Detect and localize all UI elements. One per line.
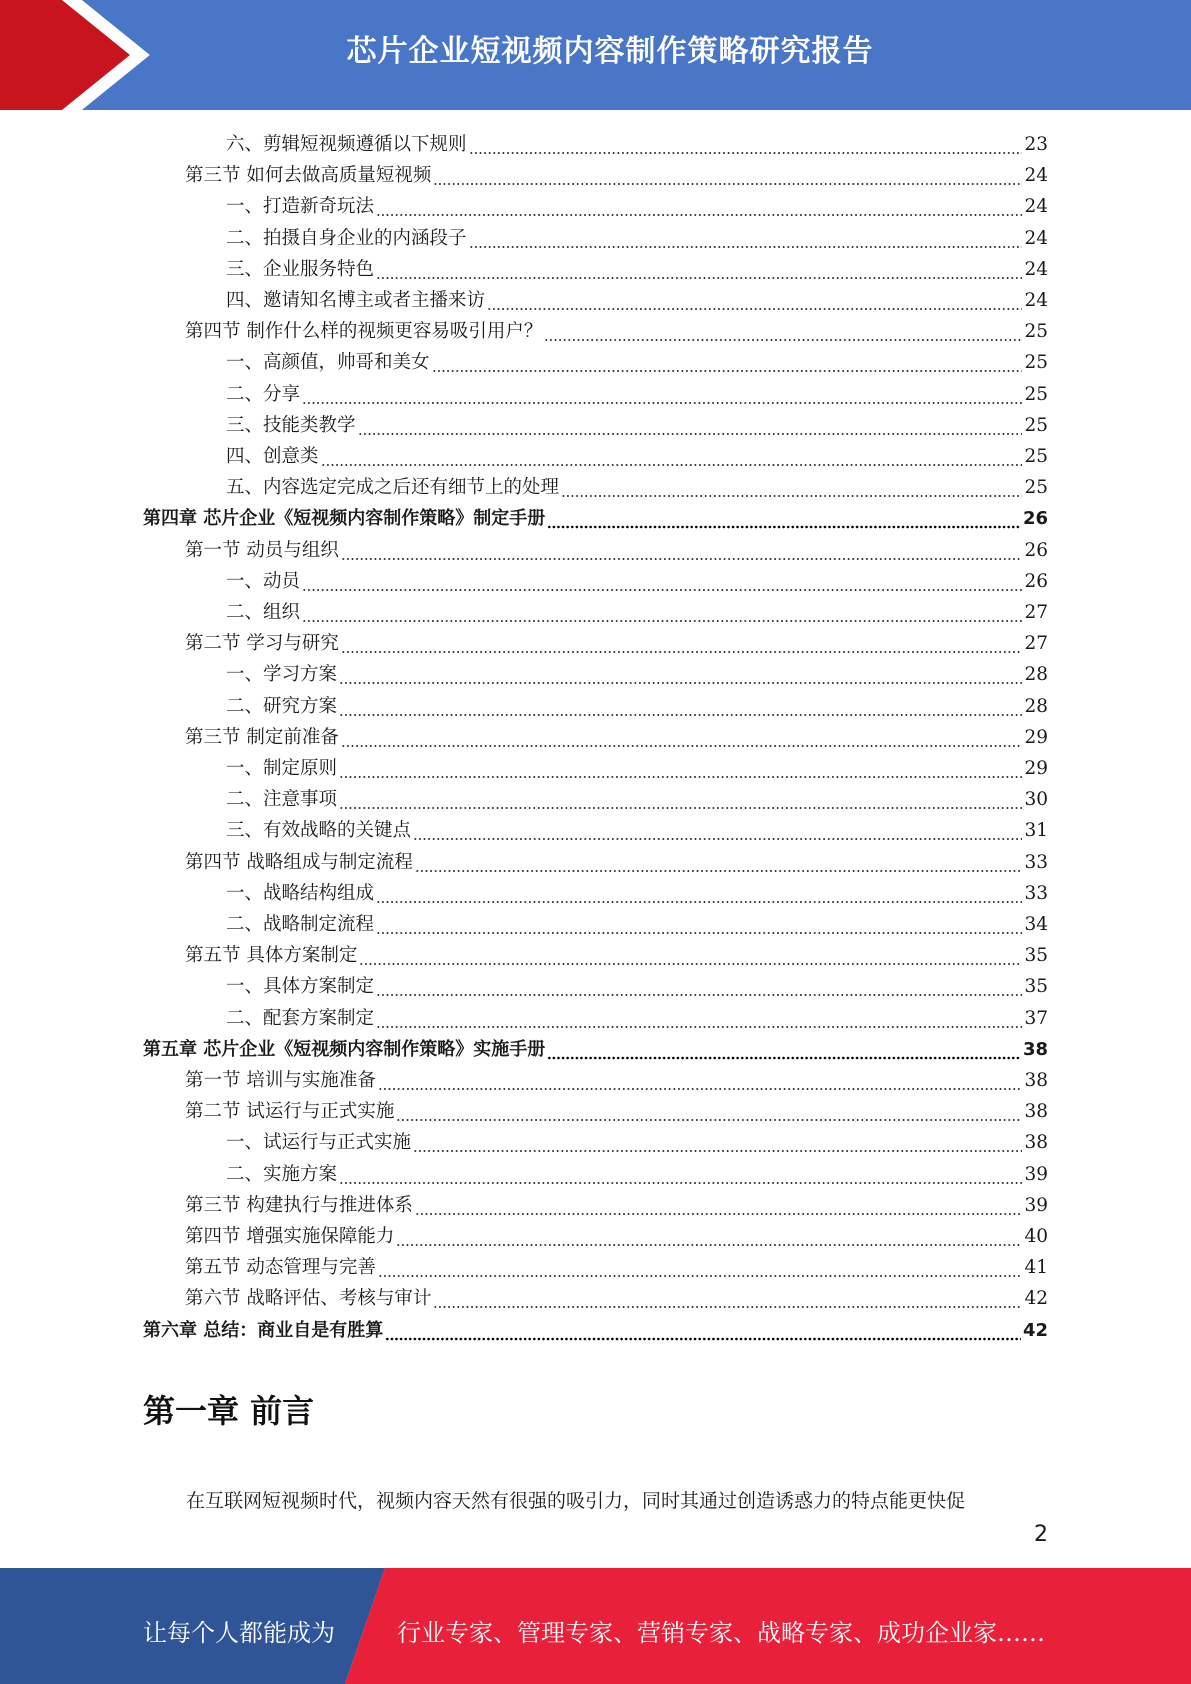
toc-entry-label: 二、组织 [226,602,301,623]
toc-entry-page: 24 [1024,227,1048,249]
toc-entry-label: 第五节 具体方案制定 [185,945,358,967]
toc-entry-label: 四、创意类 [226,446,319,467]
toc-entry-page: 41 [1024,1257,1048,1279]
toc-leader-dots [339,667,1022,687]
report-title: 芯片企业短视频内容制作策略研究报告 [346,34,874,69]
toc-leader-dots [469,137,1023,157]
toc-entry-page: 27 [1024,633,1048,655]
page-footer [0,1568,1191,1684]
toc-entry-label: 一、制定原则 [226,758,338,779]
toc-entry-page: 23 [1024,134,1048,155]
toc-leader-dots [376,917,1022,937]
toc-leader-dots [302,605,1022,625]
toc-leader-dots [385,1323,1021,1343]
toc-entry-label: 二、实施方案 [226,1163,338,1185]
toc-subsection-entry[interactable] [226,751,1048,781]
toc-entry-page: 25 [1024,383,1048,405]
toc-subsection-entry[interactable] [226,408,1048,438]
toc-entry-page: 42 [1022,1319,1048,1341]
toc-leader-dots [376,886,1022,906]
toc-entry-label: 第四章 芯片企业《短视频内容制作策略》制定手册 [143,508,546,530]
toc-entry-page: 31 [1024,820,1048,842]
toc-entry-page: 40 [1024,1226,1048,1247]
page-header [0,0,1191,110]
toc-leader-dots [376,1011,1022,1031]
toc-section-entry[interactable] [185,1219,1048,1249]
toc-entry-label: 四、邀请知名博主或者主播来访 [226,290,486,311]
toc-entry-label: 一、具体方案制定 [226,976,375,998]
toc-entry-label: 二、拍摄自身企业的内涵段子 [226,227,467,249]
toc-subsection-entry[interactable] [226,189,1048,219]
toc-entry-page: 24 [1024,196,1048,218]
toc-entry-page: 25 [1024,352,1048,374]
toc-entry-page: 38 [1024,1132,1048,1154]
toc-leader-dots [378,1260,1023,1280]
toc-subsection-entry[interactable] [226,439,1048,469]
toc-section-entry[interactable] [185,1250,1048,1280]
toc-section-entry[interactable] [185,845,1048,875]
toc-entry-label: 六、剪辑短视频遵循以下规则 [226,134,467,155]
footer-slogan-right: 行业专家、管理专家、营销专家、战略专家、成功企业家…… [397,1619,1045,1647]
toc-leader-dots [396,1104,1022,1124]
toc-entry-page: 28 [1024,695,1048,717]
toc-leader-dots [415,855,1023,875]
toc-subsection-entry[interactable] [226,377,1048,407]
toc-subsection-entry[interactable] [226,283,1048,313]
toc-entry-page: 34 [1024,914,1048,935]
toc-entry-page: 37 [1024,1007,1048,1029]
toc-leader-dots [376,199,1022,219]
toc-section-entry[interactable] [185,1063,1048,1093]
toc-subsection-entry[interactable] [226,969,1048,999]
toc-subsection-entry[interactable] [226,782,1048,812]
toc-leader-dots [487,293,1022,313]
toc-leader-dots [341,636,1023,656]
toc-section-entry[interactable] [185,1281,1048,1311]
toc-section-entry[interactable] [185,626,1048,656]
toc-entry-page: 27 [1024,602,1048,623]
toc-entry-label: 三、技能类教学 [226,414,356,436]
toc-entry-page: 25 [1024,321,1048,343]
toc-entry-page: 25 [1024,477,1048,499]
toc-section-entry[interactable] [185,720,1048,750]
toc-leader-dots [415,1198,1023,1218]
footer-slogan-left: 让每个人都能成为 [143,1619,335,1647]
toc-subsection-entry[interactable] [226,345,1048,375]
toc-subsection-entry[interactable] [226,221,1048,251]
toc-leader-dots [376,979,1022,999]
page-number: 2 [1034,1522,1048,1547]
toc-entry-page: 38 [1024,1070,1048,1091]
toc-entry-label: 一、高颜值，帅哥和美女 [226,352,430,374]
toc-subsection-entry[interactable] [226,127,1048,157]
toc-leader-dots [339,699,1022,719]
toc-subsection-entry[interactable] [226,907,1048,937]
toc-entry-page: 30 [1024,789,1048,811]
toc-entry-label: 一、试运行与正式实施 [226,1132,412,1154]
toc-subsection-entry[interactable] [226,564,1048,594]
toc-entry-page: 28 [1024,664,1048,686]
toc-subsection-entry[interactable] [226,470,1048,500]
toc-entry-label: 第六节 战略评估、考核与审计 [185,1288,432,1310]
toc-entry-label: 第三节 如何去做高质量短视频 [185,165,432,187]
toc-entry-page: 33 [1024,882,1048,904]
toc-entry-label: 二、研究方案 [226,695,338,717]
toc-leader-dots [341,730,1023,750]
toc-entry-page: 39 [1024,1163,1048,1185]
toc-entry-page: 42 [1024,1288,1048,1310]
toc-entry-label: 一、动员 [226,570,301,592]
toc-entry-label: 第三节 制定前准备 [185,726,339,748]
toc-leader-dots [339,761,1022,781]
toc-subsection-entry[interactable] [226,1125,1048,1155]
toc-leader-dots [339,792,1022,812]
toc-entry-page: 26 [1022,508,1048,530]
toc-leader-dots [413,1135,1022,1155]
toc-entry-label: 一、打造新奇玩法 [226,196,375,218]
toc-section-entry[interactable] [185,1094,1048,1124]
toc-entry-page: 29 [1024,726,1048,748]
toc-entry-page: 39 [1024,1194,1048,1216]
toc-leader-dots [544,324,1022,344]
header-arrow-decoration [0,0,160,110]
toc-subsection-entry[interactable] [226,876,1048,906]
toc-entry-page: 25 [1024,414,1048,436]
toc-subsection-entry[interactable] [226,1001,1048,1031]
toc-entry-page: 33 [1024,851,1048,873]
toc-entry-label: 第三节 构建执行与推进体系 [185,1194,413,1216]
toc-entry-label: 三、有效战略的关键点 [226,820,412,842]
toc-entry-page: 35 [1024,976,1048,998]
toc-entry-label: 第六章 总结：商业自是有胜算 [143,1319,384,1341]
toc-section-entry[interactable] [185,314,1048,344]
toc-leader-dots [302,574,1022,594]
intro-paragraph: 在互联网短视频时代，视频内容天然有很强的吸引力，同时其通过创造诱惑力的特点能更快促 [186,1490,966,1512]
toc-leader-dots [433,168,1022,188]
toc-leader-dots [547,511,1021,531]
toc-leader-dots [359,948,1022,968]
toc-leader-dots [358,418,1023,438]
toc-entry-page: 24 [1024,290,1048,311]
toc-entry-label: 二、配套方案制定 [226,1007,375,1029]
toc-subsection-entry[interactable] [226,689,1048,719]
toc-subsection-entry[interactable] [226,813,1048,843]
toc-subsection-entry[interactable] [226,657,1048,687]
toc-entry-label: 第一节 动员与组织 [185,539,339,561]
toc-entry-label: 第二节 试运行与正式实施 [185,1101,395,1123]
toc-entry-label: 二、分享 [226,383,301,405]
toc-entry-label: 二、战略制定流程 [226,914,375,935]
toc-section-entry[interactable] [185,938,1048,968]
toc-leader-dots [433,1291,1022,1311]
toc-entry-page: 26 [1024,570,1048,592]
toc-leader-dots [413,823,1022,843]
toc-entry-label: 第二节 学习与研究 [185,633,339,655]
toc-leader-dots [376,262,1022,282]
toc-leader-dots [302,387,1022,407]
toc-chapter-entry[interactable] [143,1313,1048,1343]
toc-entry-page: 26 [1024,539,1048,561]
toc-entry-label: 五、内容选定完成之后还有细节上的处理 [226,477,560,499]
toc-entry-label: 第一节 培训与实施准备 [185,1070,376,1091]
toc-leader-dots [432,355,1023,375]
toc-section-entry[interactable] [185,533,1048,563]
toc-entry-label: 第四节 增强实施保障能力 [185,1226,395,1247]
toc-entry-label: 第五节 动态管理与完善 [185,1257,376,1279]
toc-section-entry[interactable] [185,1188,1048,1218]
toc-entry-page: 24 [1024,258,1048,280]
toc-entry-label: 三、企业服务特色 [226,258,375,280]
toc-leader-dots [561,480,1022,500]
toc-leader-dots [321,449,1023,469]
toc-chapter-entry[interactable] [143,501,1048,531]
toc-subsection-entry[interactable] [226,1157,1048,1187]
toc-leader-dots [378,1073,1023,1093]
toc-leader-dots [341,543,1023,563]
toc-leader-dots [469,231,1023,251]
toc-entry-page: 38 [1022,1038,1048,1060]
toc-leader-dots [339,1167,1022,1187]
toc-subsection-entry[interactable] [226,252,1048,282]
toc-entry-page: 35 [1024,945,1048,967]
toc-entry-page: 25 [1024,446,1048,467]
toc-section-entry[interactable] [185,158,1048,188]
toc-entry-label: 一、战略结构组成 [226,882,375,904]
toc-entry-page: 29 [1024,758,1048,779]
toc-entry-page: 38 [1024,1101,1048,1123]
toc-chapter-entry[interactable] [143,1032,1048,1062]
toc-leader-dots [547,1042,1021,1062]
toc-entry-label: 第四节 制作什么样的视频更容易吸引用户？ [185,321,543,343]
toc-entry-label: 第五章 芯片企业《短视频内容制作策略》实施手册 [143,1038,546,1060]
toc-entry-label: 第四节 战略组成与制定流程 [185,851,413,873]
toc-entry-page: 24 [1024,165,1048,187]
toc-entry-label: 一、学习方案 [226,664,338,686]
chapter-heading: 第一章 前言 [143,1392,315,1430]
toc-subsection-entry[interactable] [226,595,1048,625]
toc-leader-dots [396,1229,1022,1249]
toc-entry-label: 二、注意事项 [226,789,338,811]
